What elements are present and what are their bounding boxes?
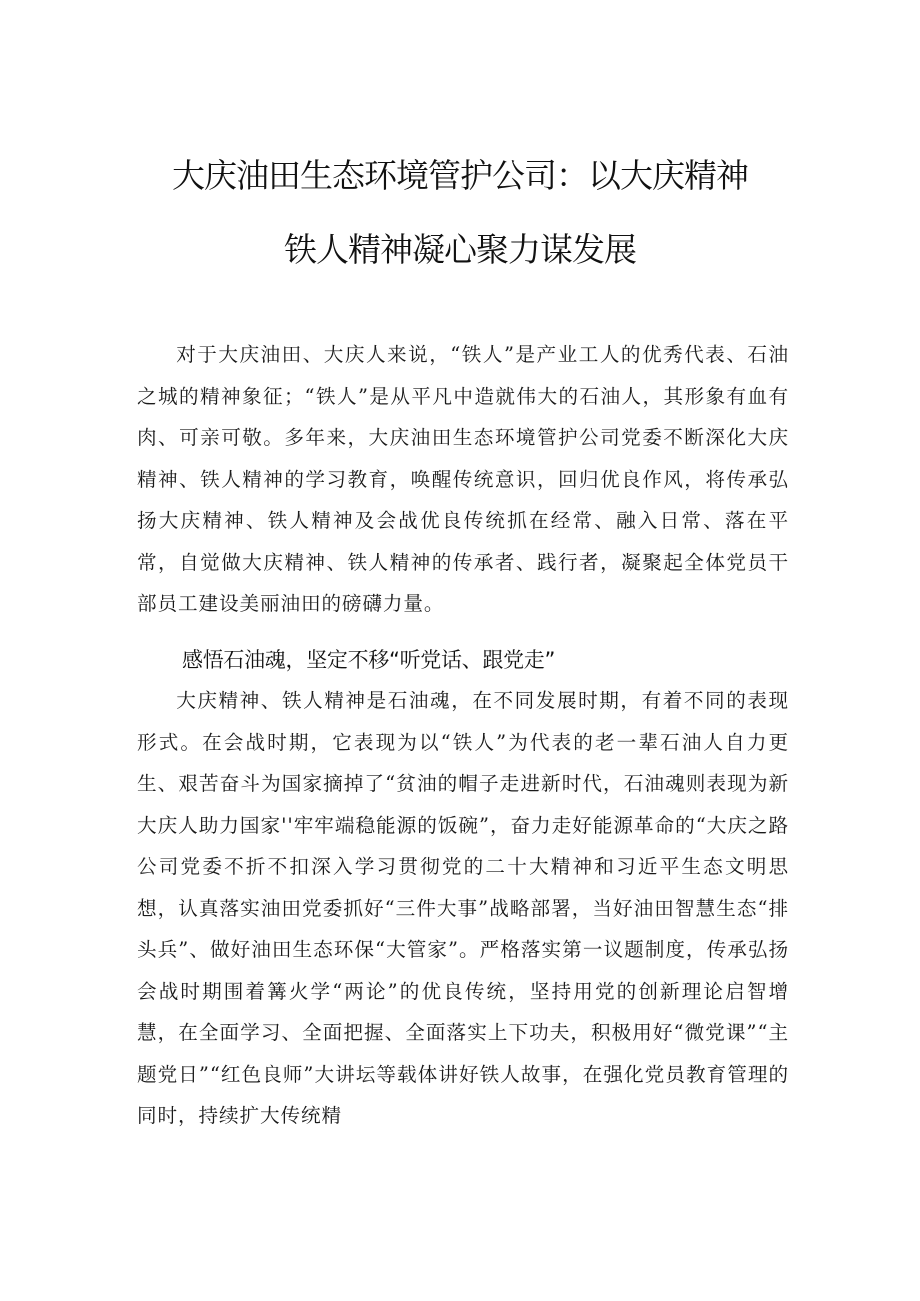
body-paragraph-1: 对于大庆油田、大庆人来说，“铁人”是产业工人的优秀代表、石油之城的精神象征；“铁人”是从平凡中造就伟大的石油人，其形象有血有肉、可亲可敬。多年来，大庆油田生态环境管护公司党委不断深化大庆精神、铁人精神的学习教育，唤醒传统意识，回归优良作风，将传承弘扬大庆精神、铁人精神及会战优良传统抓在经常、融入日常、落在平常，自觉做大庆精神、铁人精神的传承者、践行者，凝聚起全体党员干部员工建设美丽油田的磅礴力量。 bbox=[137, 343, 789, 615]
body-paragraph-2: 大庆精神、铁人精神是石油魂，在不同发展时期，有着不同的表现形式。在会战时期，它表现为以“铁人”为代表的老一辈石油人自力更生、艰苦奋斗为国家摘掉了“贫油的帽子走进新时代，石油魂则表现为新大庆人助力国家''牢牢端稳能源的饭碗”，奋力走好能源革命的“大庆之路公司党委不折不扣深入学习贯彻党的二十大精神和习近平生态文明思想，认真落实油田党委抓好“三件大事”战略部署，当好油田智慧生态“排头兵”、做好油田生态环保“大管家”。严格落实第一议题制度，传承弘扬会战时期围着篝火学“两论”的优良传统，坚持用党的创新理论启智增慧，在全面学习、全面把握、全面落实上下功夫，积极用好“微党课”“主题党日”“红色良师”大讲坛等载体讲好铁人故事，在强化党员教育管理的同时，持续扩大传统精 bbox=[137, 689, 789, 1127]
document-title-line-2: 铁人精神凝心聚力谋发展 bbox=[284, 230, 636, 269]
section-heading: 感悟石油魂，坚定不移“听党话、跟党走” bbox=[182, 648, 556, 672]
document-title-line-1: 大庆油田生态环境管护公司：以大庆精神 bbox=[172, 156, 748, 195]
